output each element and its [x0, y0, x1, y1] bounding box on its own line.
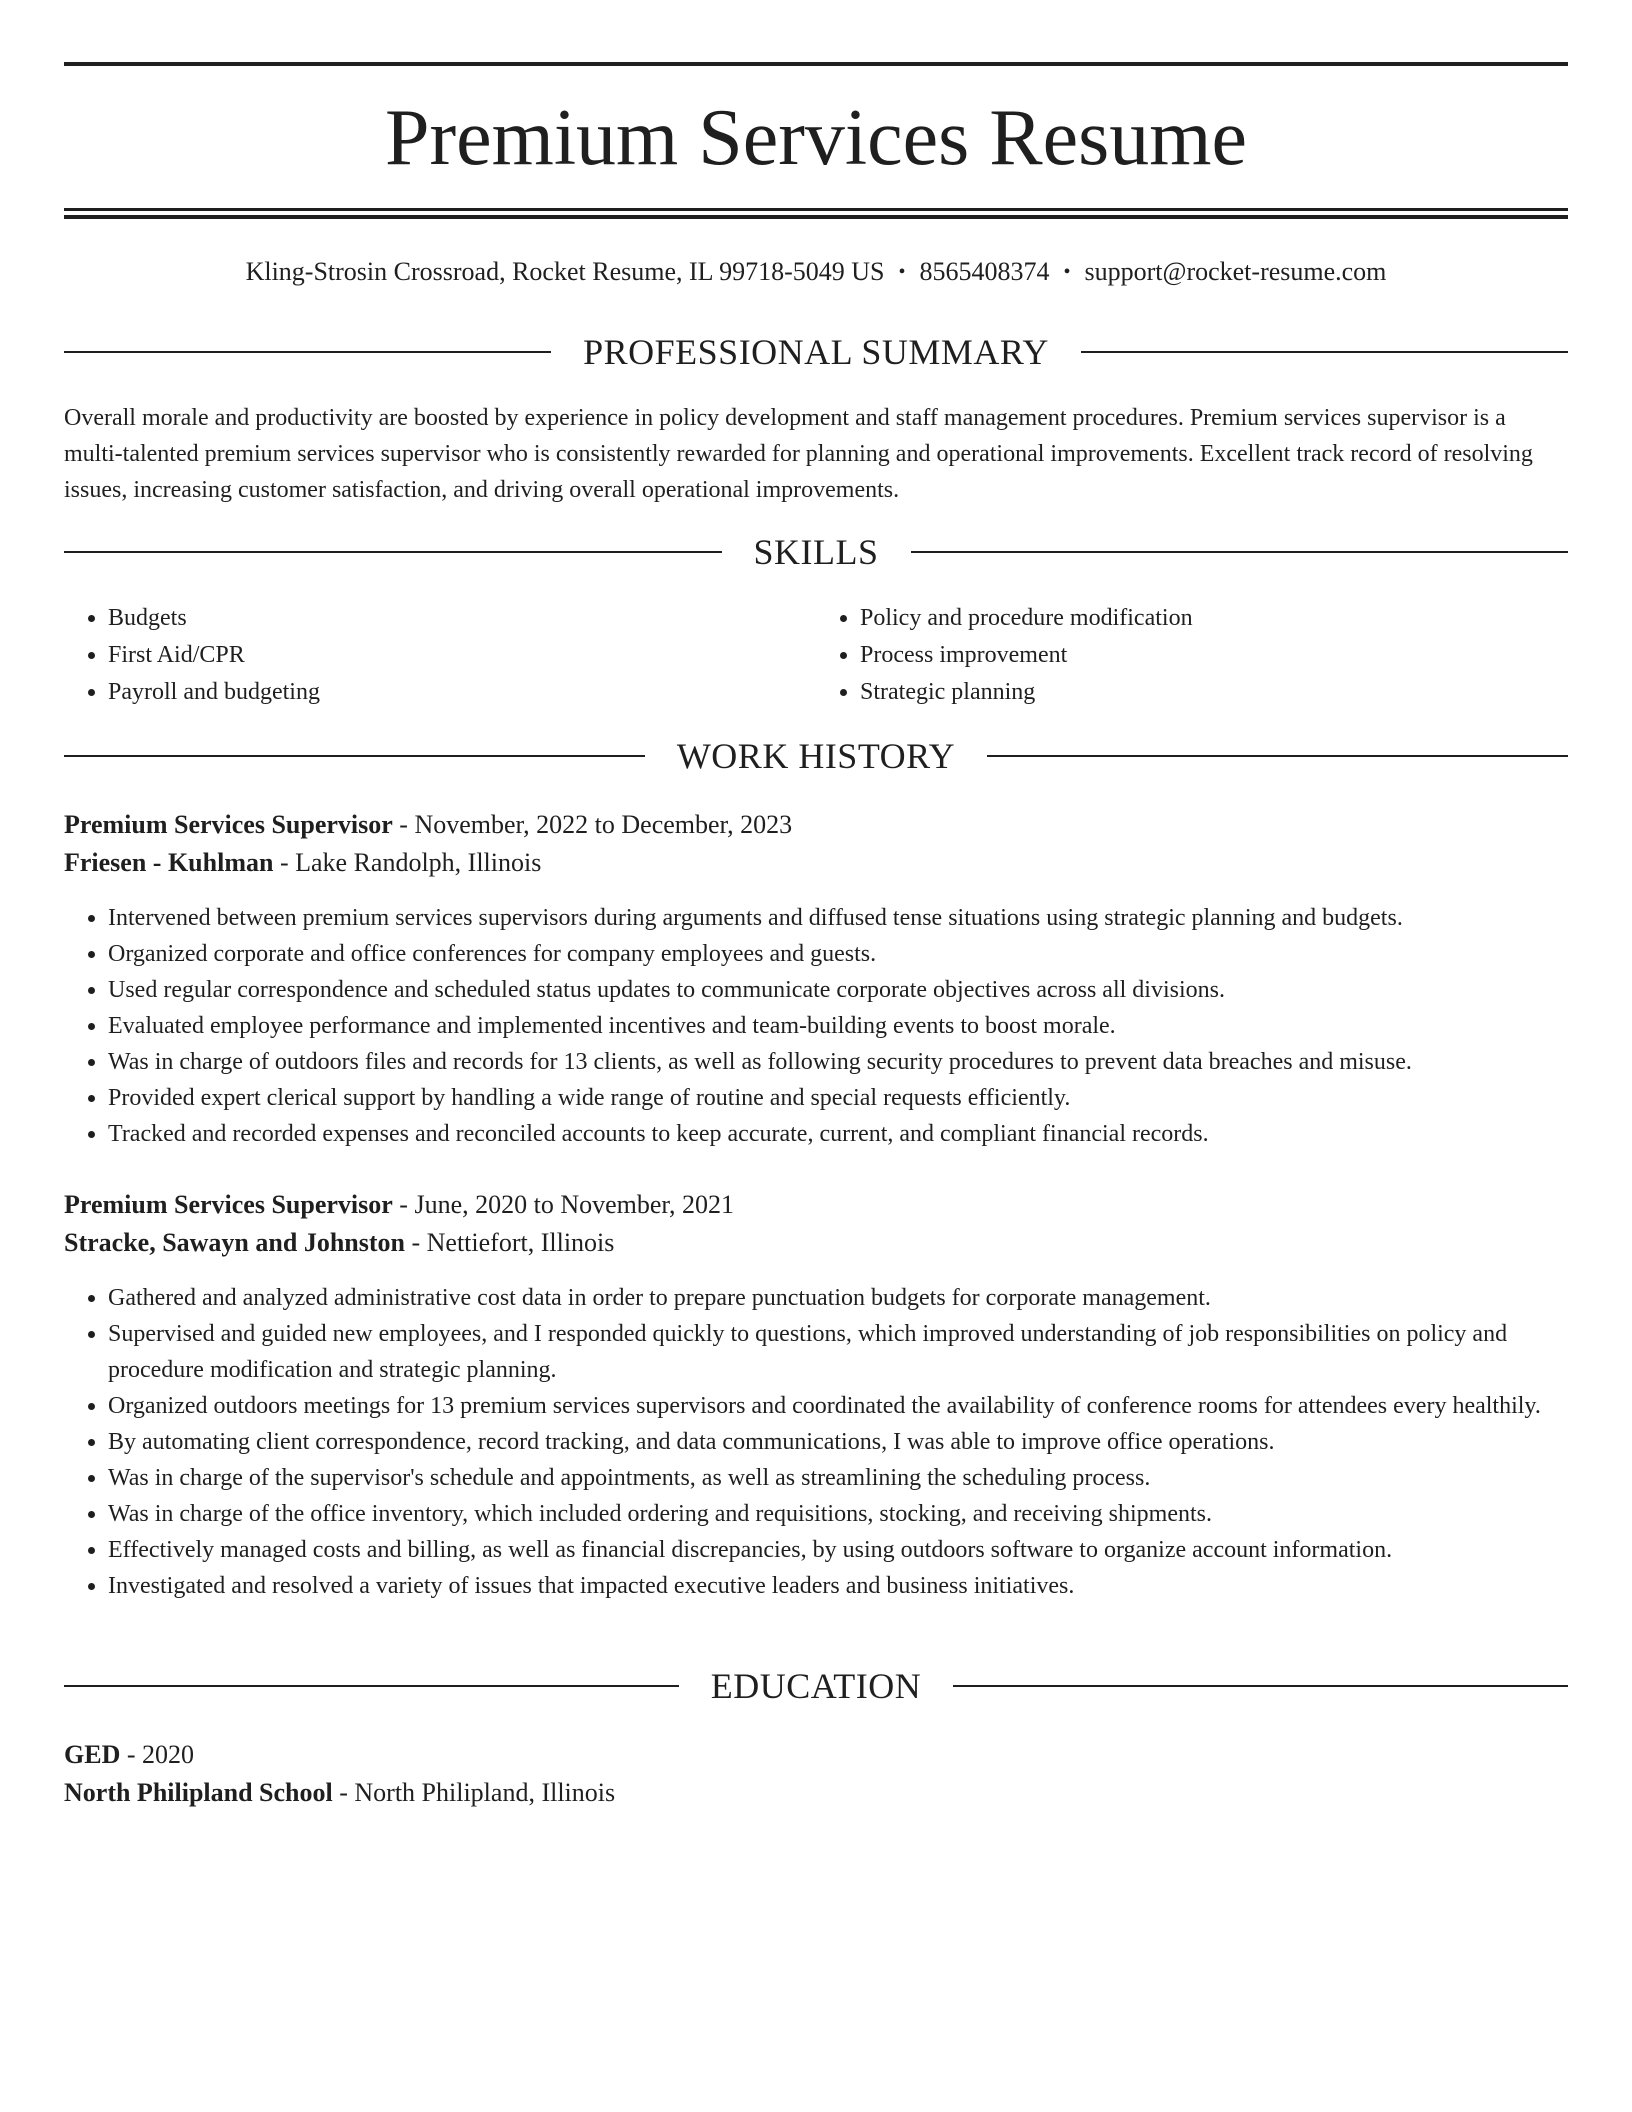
section-title: WORK HISTORY: [676, 736, 956, 776]
duty-item: • Provided expert clerical support by handling a wide range of routine and special requests efficiently.: [108, 1080, 1568, 1116]
heading-rule-right: [911, 551, 1569, 553]
job-location: - Nettiefort, Illinois: [404, 1228, 615, 1257]
duty-item: • Organized corporate and office conferences for company employees and guests.: [108, 936, 1568, 972]
contact-separator: •: [1063, 261, 1071, 283]
contact-address: Kling-Strosin Crossroad, Rocket Resume, IL 99718-5049 US: [245, 257, 885, 286]
skills-list: [64, 600, 1568, 711]
duty-item: • Was in charge of the supervisor's schedule and appointments, as well as streamlining the scheduling process.: [108, 1460, 1568, 1496]
heading-rule-right: [953, 1685, 1568, 1687]
resume-title: Premium Services Resume: [384, 94, 1248, 182]
job-dates: - November, 2022 to December, 2023: [392, 810, 793, 839]
duty-item: • Was in charge of outdoors files and records for 13 clients, as well as following security procedures to prevent data breaches and misuse.: [108, 1044, 1568, 1080]
contact-separator: •: [898, 261, 906, 283]
duty-item: • Organized outdoors meetings for 13 premium services supervisors and coordinated the availability of conference rooms for attendees every healthily.: [108, 1388, 1568, 1424]
contact-email: support@rocket-resume.com: [1084, 257, 1387, 286]
heading-rule-left: [64, 351, 551, 353]
contact-line: [64, 252, 1568, 292]
job-company-line: [64, 844, 1568, 882]
job-title-line: [64, 806, 1568, 844]
skills-column-left: [64, 600, 816, 711]
education-degree-line: [64, 1736, 1568, 1774]
skill-item: • Process improvement: [860, 637, 1568, 674]
skill-item: • Strategic planning: [860, 674, 1568, 711]
section-heading-education: [64, 1664, 1568, 1708]
job-dates: - June, 2020 to November, 2021: [392, 1190, 735, 1219]
duty-item: • By automating client correspondence, record tracking, and data communications, I was able to improve office operations.: [108, 1424, 1568, 1460]
job-title-line: [64, 1186, 1568, 1224]
education-school: North Philipland School: [64, 1778, 333, 1807]
duty-item: • Used regular correspondence and scheduled status updates to communicate corporate objectives across all divisions.: [108, 972, 1568, 1008]
skills-column-right: [816, 600, 1568, 711]
skill-item: • First Aid/CPR: [108, 637, 816, 674]
duty-item: • Evaluated employee performance and implemented incentives and team-building events to boost morale.: [108, 1008, 1568, 1044]
heading-rule-right: [1081, 351, 1568, 353]
header-bottom-rule-thick: [64, 215, 1568, 219]
section-title: EDUCATION: [710, 1666, 922, 1706]
education-location: - North Philipland, Illinois: [332, 1778, 616, 1807]
heading-rule-left: [64, 551, 722, 553]
job-location: - Lake Randolph, Illinois: [273, 848, 542, 877]
job-title: Premium Services Supervisor: [64, 810, 393, 839]
duty-item: • Effectively managed costs and billing, as well as financial discrepancies, by using outdoors software to organize account information.: [108, 1532, 1568, 1568]
education-year: - 2020: [120, 1740, 195, 1769]
education-degree: GED: [64, 1740, 121, 1769]
heading-rule-left: [64, 1685, 679, 1687]
education-school-line: [64, 1774, 1568, 1812]
summary-text: Overall morale and productivity are boosted by experience in policy development and staff management procedures. Premium services supervisor is a multi-talented premium services supervisor who is consistently rewarded for planning and operational improvements. Excellent track record of resolving issues, increasing customer satisfaction, and driving overall operational improvements.: [64, 405, 1533, 503]
duty-item: • Gathered and analyzed administrative cost data in order to prepare punctuation budgets for corporate management.: [108, 1280, 1568, 1316]
job-duties: [64, 900, 1568, 1152]
job-title: Premium Services Supervisor: [64, 1190, 393, 1219]
header-bottom-rule-thin: [64, 208, 1568, 211]
section-title: PROFESSIONAL SUMMARY: [583, 332, 1049, 372]
section-title: SKILLS: [753, 532, 879, 572]
heading-rule-right: [987, 755, 1568, 757]
skill-item: • Payroll and budgeting: [108, 674, 816, 711]
section-heading-skills: [64, 530, 1568, 574]
contact-phone: 8565408374: [919, 257, 1050, 286]
duty-item: • Intervened between premium services supervisors during arguments and diffused tense situations using strategic planning and budgets.: [108, 900, 1568, 936]
job-company-line: [64, 1224, 1568, 1262]
skill-item: • Policy and procedure modification: [860, 600, 1568, 637]
duty-item: • Was in charge of the office inventory, which included ordering and requisitions, stocking, and receiving shipments.: [108, 1496, 1568, 1532]
duty-item: • Supervised and guided new employees, and I responded quickly to questions, which improved understanding of job responsibilities on policy and procedure modification and strategic planning.: [108, 1316, 1568, 1388]
skill-item: • Budgets: [108, 600, 816, 637]
duty-item: • Tracked and recorded expenses and reconciled accounts to keep accurate, current, and compliant financial records.: [108, 1116, 1568, 1152]
job-company: Stracke, Sawayn and Johnston: [64, 1228, 405, 1257]
heading-rule-left: [64, 755, 645, 757]
section-heading-summary: [64, 330, 1568, 374]
section-heading-work-history: [64, 734, 1568, 778]
job-duties: [64, 1280, 1568, 1604]
header-top-rule: [64, 62, 1568, 66]
job-company: Friesen - Kuhlman: [64, 848, 274, 877]
duty-item: • Investigated and resolved a variety of issues that impacted executive leaders and business initiatives.: [108, 1568, 1568, 1604]
